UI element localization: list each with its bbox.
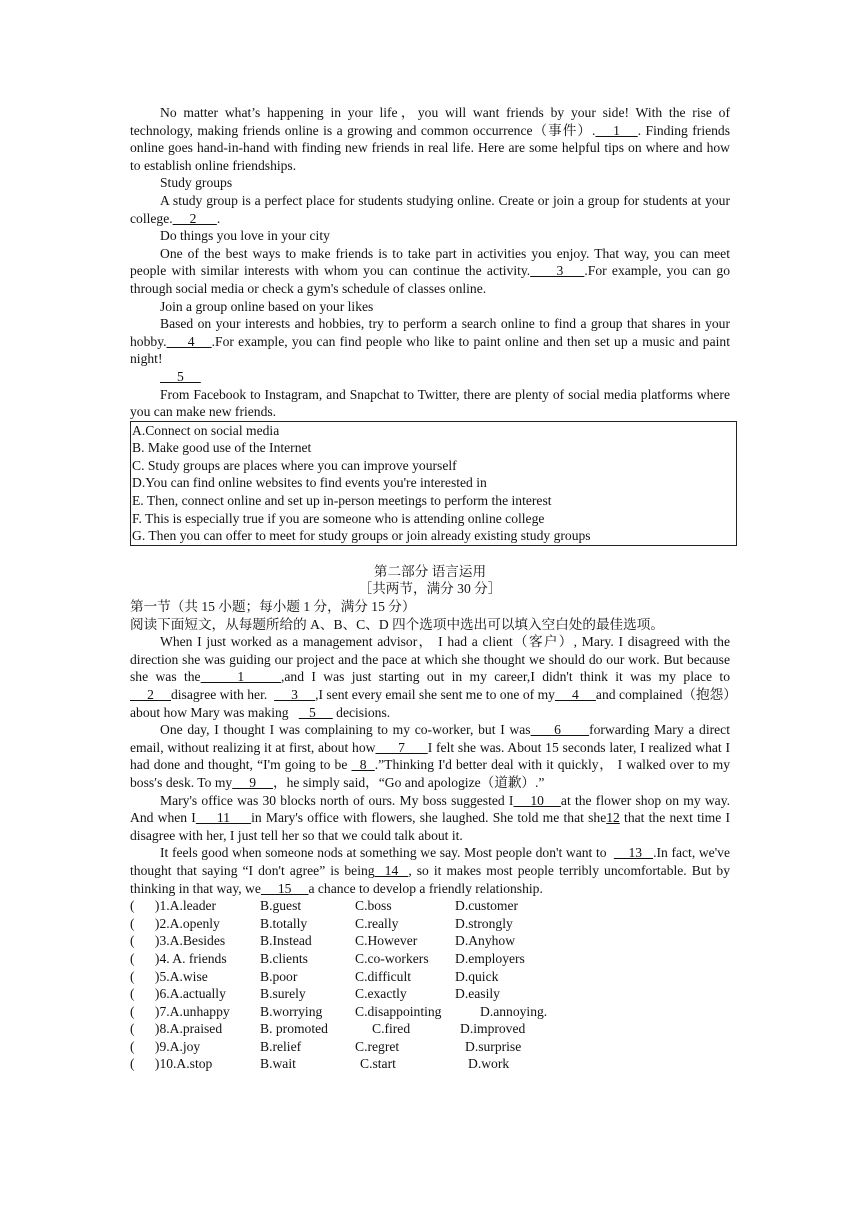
- option-b: B. Make good use of the Internet: [132, 440, 312, 456]
- text: . Finding friends online goes hand-in-hand with finding new friends in real life. Here are some helpful tips on where and how to establish online friendships.: [130, 122, 731, 173]
- choice-c: C.difficult: [355, 968, 412, 984]
- option-d: D.You can find online websites to find events you're interested in: [132, 475, 487, 491]
- text: .In fact, we've thought that saying “I don't agree” is being: [130, 845, 730, 878]
- blank-c9: 9: [232, 774, 274, 790]
- blank-c14: 14: [374, 862, 409, 878]
- text: at the flower shop on my way. And when I: [130, 792, 731, 826]
- paragraph: [130, 721, 730, 791]
- blank-c8: 8: [351, 757, 375, 773]
- choice-d: D.customer: [455, 898, 519, 914]
- blank-c11: 11: [195, 810, 252, 826]
- text: in Mary's office with flowers, she laughed. She told me that she: [251, 810, 607, 826]
- text: Based on your interests and hobbies, try to perform a search online to find a group that shares in your hobby.: [130, 316, 730, 349]
- paragraph: [130, 245, 730, 298]
- choice-c: C.fired: [372, 1021, 411, 1037]
- choice-c: C.regret: [355, 1038, 400, 1054]
- paragraph: [130, 104, 730, 174]
- question-row: [130, 1003, 730, 1021]
- question-row: [130, 985, 730, 1003]
- question-list: [130, 897, 730, 1073]
- text: ,and I was just starting out in my career,I didn't think it was my place to: [280, 669, 731, 685]
- text: It feels good when someone nods at something we say. Most people don't want to: [160, 845, 614, 861]
- paragraph: [130, 792, 730, 845]
- part2-subtitle: ［共两节，满分 30 分］: [358, 581, 502, 597]
- blank-c3: 3: [274, 687, 316, 702]
- choice-b: B.Instead: [260, 933, 312, 949]
- text: disagree with her.: [170, 687, 275, 702]
- blank-4: 4: [166, 333, 212, 349]
- question-row: [130, 1020, 730, 1038]
- text: ，he simply said，“Go and apologize（道歉）.”: [273, 774, 545, 790]
- question-stem: ( )8.A.praised: [130, 1021, 223, 1037]
- choice-b: B. promoted: [260, 1021, 328, 1037]
- choice-b: B.wait: [260, 1056, 296, 1072]
- blank-c1: 1: [200, 669, 281, 685]
- blank-c2: 2: [130, 687, 171, 702]
- paragraph: [130, 315, 730, 368]
- choice-c: C.disappointing: [355, 1003, 442, 1019]
- choice-c: C.exactly: [355, 986, 407, 1002]
- blank-c13: 13: [613, 845, 654, 861]
- choice-d: D.annoying.: [480, 1003, 548, 1019]
- option-f: F. This is especially true if you are someone who is attending online college: [132, 510, 545, 526]
- text: One day, I thought I was complaining to my co-worker, but I was: [160, 722, 531, 738]
- question-row: [130, 968, 730, 986]
- instruction: 阅读下面短文，从每题所给的 A、B、C、D 四个选项中选出可以填入空白处的最佳选项。: [130, 616, 664, 632]
- text: .For example, you can go through social media or check a gym's schedule of classes online.: [130, 263, 730, 296]
- text: I felt she was. About 15 seconds later, I realized what I had done and thought, “I'm going to be: [130, 739, 731, 773]
- heading-study-groups: Study groups: [160, 175, 233, 191]
- text: and complained（抱怨）about how Mary was making: [130, 687, 731, 720]
- text: No matter what’s happening in your life，you will want friends by your side! With the rise of technology, making friends online is a growing and common occurrence（事件）.: [130, 105, 730, 138]
- text: forwarding Mary a direct email, without realizing it at first, about how: [130, 722, 730, 755]
- text: A study group is a perfect place for students studying online. Create or join a group for students at your college.: [130, 192, 730, 226]
- text: that the next time I disagree with her, I just tell her so that we could talk about it.: [130, 810, 730, 843]
- section-heading: 第一节（共 15 小题；每小题 1 分，满分 15 分）: [130, 599, 416, 615]
- text: One of the best ways to make friends is to take part in activities you enjoy. That way, you can meet people with similar interests with whom you can continue the activity.: [130, 245, 730, 279]
- text: ,I sent every email she sent me to one of my: [315, 687, 555, 702]
- text: .For example, you can find people who like to paint online and then set up a music and paint night!: [130, 333, 730, 367]
- question-row: [130, 897, 730, 915]
- question-stem: ( )6.A.actually: [130, 986, 226, 1002]
- text: a chance to develop a friendly relationship.: [308, 880, 543, 896]
- blank-c15: 15: [260, 880, 309, 896]
- blank-c7: 7: [375, 739, 428, 755]
- heading-join-group: Join a group online based on your likes: [160, 298, 374, 314]
- choice-d: D.Anyhow: [455, 933, 516, 949]
- choice-b: B.relief: [260, 1038, 302, 1054]
- choice-c: C.co-workers: [355, 950, 429, 966]
- choice-c: C.start: [360, 1056, 396, 1072]
- choice-b: B.surely: [260, 986, 306, 1002]
- text: Mary's office was 30 blocks north of ours. My boss suggested I: [160, 792, 514, 808]
- choice-b: B.totally: [260, 915, 308, 931]
- heading-do-things: Do things you love in your city: [160, 228, 330, 244]
- blank-5: 5: [160, 368, 201, 384]
- choice-d: D.strongly: [455, 915, 513, 931]
- options-box: [130, 421, 737, 546]
- blank-2: 2: [172, 210, 217, 226]
- blank-1: 1: [595, 122, 638, 138]
- text: decisions.: [332, 704, 391, 720]
- choice-c: C.boss: [355, 898, 392, 914]
- text: .: [216, 210, 221, 226]
- paragraph: [130, 633, 730, 721]
- question-stem: ( )3.A.Besides: [130, 933, 226, 949]
- question-row: [130, 915, 730, 933]
- question-stem: ( )9.A.joy: [130, 1038, 201, 1054]
- question-stem: ( )5.A.wise: [130, 968, 208, 984]
- choice-c: C.However: [355, 933, 418, 949]
- question-stem: ( )7.A.unhappy: [130, 1003, 230, 1019]
- blank-3: 3: [530, 263, 585, 279]
- question-row: [130, 950, 730, 968]
- text: , so it makes most people terribly uncomfortable. But by thinking in that way, we: [130, 862, 731, 896]
- choice-c: C.really: [355, 915, 399, 931]
- question-row: [130, 1055, 730, 1073]
- question-stem: ( )4. A. friends: [130, 950, 227, 966]
- option-c: C. Study groups are places where you can improve yourself: [132, 457, 457, 473]
- choice-d: D.surprise: [465, 1038, 522, 1054]
- choice-d: D.quick: [455, 968, 499, 984]
- option-e: E. Then, connect online and set up in-person meetings to perform the interest: [132, 493, 552, 509]
- choice-b: B.poor: [260, 968, 298, 984]
- question-stem: ( )10.A.stop: [130, 1056, 213, 1072]
- paragraph: [130, 844, 730, 897]
- question-row: [130, 1038, 730, 1056]
- blank-c10: 10: [513, 792, 561, 808]
- choice-b: B.guest: [260, 898, 302, 914]
- text: .”Thinking I'd better deal with it quickly， I walked over to my boss′s desk. To my: [130, 757, 731, 790]
- part2-title: 第二部分 语言运用: [373, 563, 487, 579]
- question-stem: ( )1.A.leader: [130, 898, 217, 914]
- choice-d: D.work: [468, 1056, 510, 1072]
- question-stem: ( )2.A.openly: [130, 915, 220, 931]
- blank-c12: 12: [606, 810, 620, 826]
- choice-d: D.improved: [460, 1021, 526, 1037]
- choice-d: D.easily: [455, 986, 500, 1002]
- choice-b: B.clients: [260, 950, 308, 966]
- choice-d: D.employers: [455, 950, 525, 966]
- paragraph: [130, 192, 730, 227]
- text: When I just worked as a management advisor， I had a client（客户）, Mary. I disagreed with the direction she was guiding our project and the pace at which she thought we should do our work. But because she was the: [130, 634, 730, 685]
- option-g: G. Then you can offer to meet for study groups or join already existing study groups: [132, 528, 591, 544]
- blank-c5: 5: [298, 704, 333, 720]
- option-a: A.Connect on social media: [132, 422, 280, 438]
- question-row: [130, 932, 730, 950]
- page-content: [130, 104, 730, 1073]
- paragraph: From Facebook to Instagram, and Snapchat to Twitter, there are plenty of social media platforms where you can make new friends.: [130, 386, 730, 420]
- blank-c4: 4: [554, 687, 596, 702]
- choice-b: B.worrying: [260, 1003, 323, 1019]
- blank-c6: 6: [530, 722, 590, 738]
- heading-blank-5: [130, 368, 730, 386]
